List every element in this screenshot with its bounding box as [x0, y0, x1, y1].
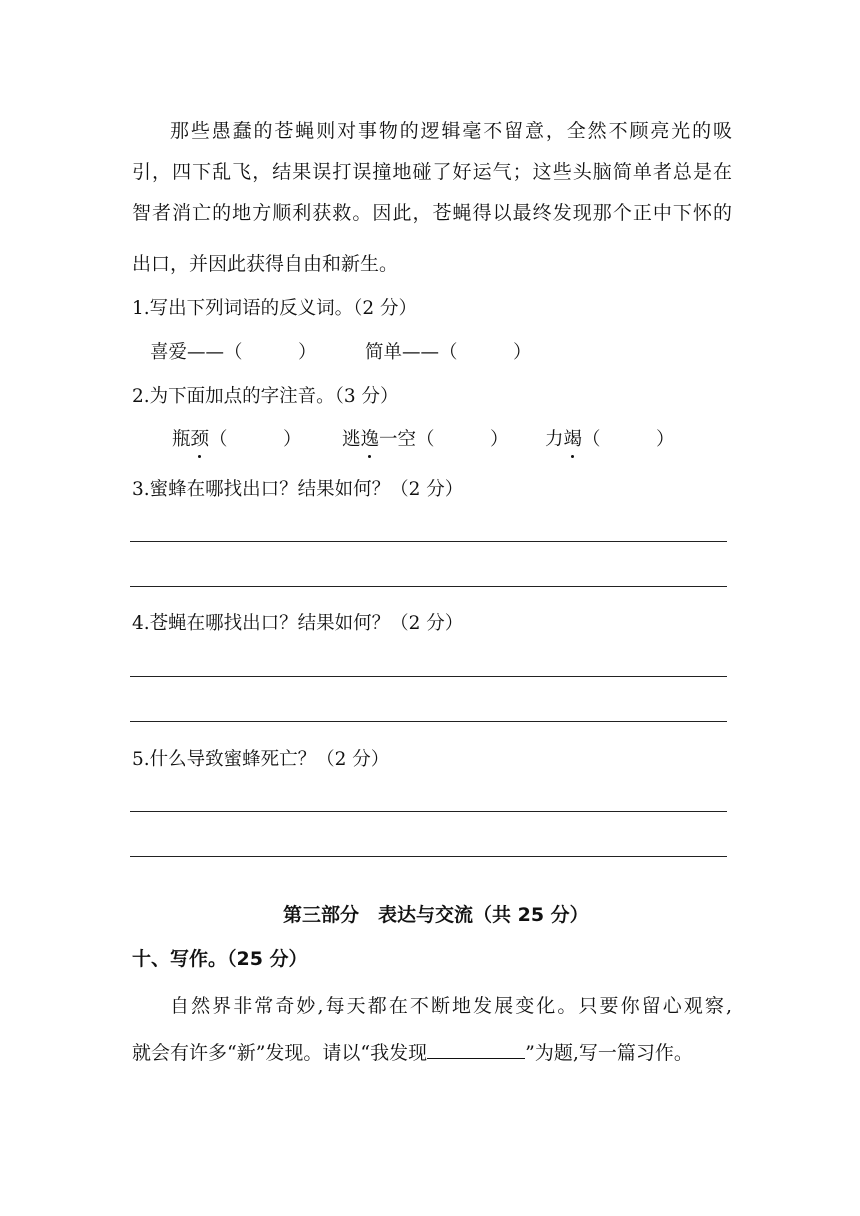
answer-line[interactable] [130, 676, 727, 677]
answer-brackets: 一空（ ） [379, 429, 509, 450]
dotted-char: 颈 [191, 427, 210, 453]
section-10-heading: 十、写作。（25 分） [132, 948, 308, 970]
passage-line-1: 那些愚蠢的苍蝇则对事物的逻辑毫不留意，全然不顾亮光的吸 [170, 120, 732, 142]
answer-line[interactable] [130, 811, 727, 812]
title-blank[interactable] [427, 1040, 525, 1059]
writing-prompt-line-2 [132, 1040, 693, 1066]
passage-line-2: 引，四下乱飞，结果误打误撞地碰了好运气；这些头脑简单者总是在 [132, 161, 732, 183]
question-2-title: 2.为下面加点的字注音。（3 分） [132, 386, 399, 407]
question-1-item-1: 喜爱——（ ） [150, 342, 317, 363]
answer-brackets: （ ） [209, 429, 302, 450]
part-3-heading: 第三部分 表达与交流（共 25 分） [283, 904, 589, 926]
dotted-char: 竭 [564, 427, 583, 453]
question-2-item-3 [545, 427, 675, 453]
answer-line[interactable] [130, 541, 727, 542]
answer-line[interactable] [130, 586, 727, 587]
answer-brackets: （ ） [582, 429, 675, 450]
char: 力 [545, 429, 564, 450]
question-2-item-1 [172, 427, 302, 453]
char: 瓶 [172, 429, 191, 450]
char: 逃 [342, 429, 361, 450]
question-1-title: 1.写出下列词语的反义词。（2 分） [132, 298, 418, 319]
question-2-item-2 [342, 427, 509, 453]
prompt-text: 就会有许多“新”发现。请以“我发现 [132, 1042, 428, 1064]
question-3-title: 3.蜜蜂在哪找出口？结果如何？（2 分） [132, 479, 464, 500]
passage-line-3: 智者消亡的地方顺利获救。因此，苍蝇得以最终发现那个正中下怀的 [132, 202, 732, 224]
prompt-text: ”为题,写一篇习作。 [525, 1042, 693, 1064]
question-5-title: 5.什么导致蜜蜂死亡？（2 分） [132, 749, 390, 770]
question-4-title: 4.苍蝇在哪找出口？结果如何？（2 分） [132, 613, 464, 634]
answer-line[interactable] [130, 856, 727, 857]
dotted-char: 逸 [361, 427, 380, 453]
question-1-item-2: 简单——（ ） [365, 342, 532, 363]
writing-prompt-line-1: 自然界非常奇妙,每天都在不断地发展变化。只要你留心观察, [170, 995, 732, 1017]
passage-line-4: 出口，并因此获得自由和新生。 [132, 253, 399, 275]
answer-line[interactable] [130, 721, 727, 722]
